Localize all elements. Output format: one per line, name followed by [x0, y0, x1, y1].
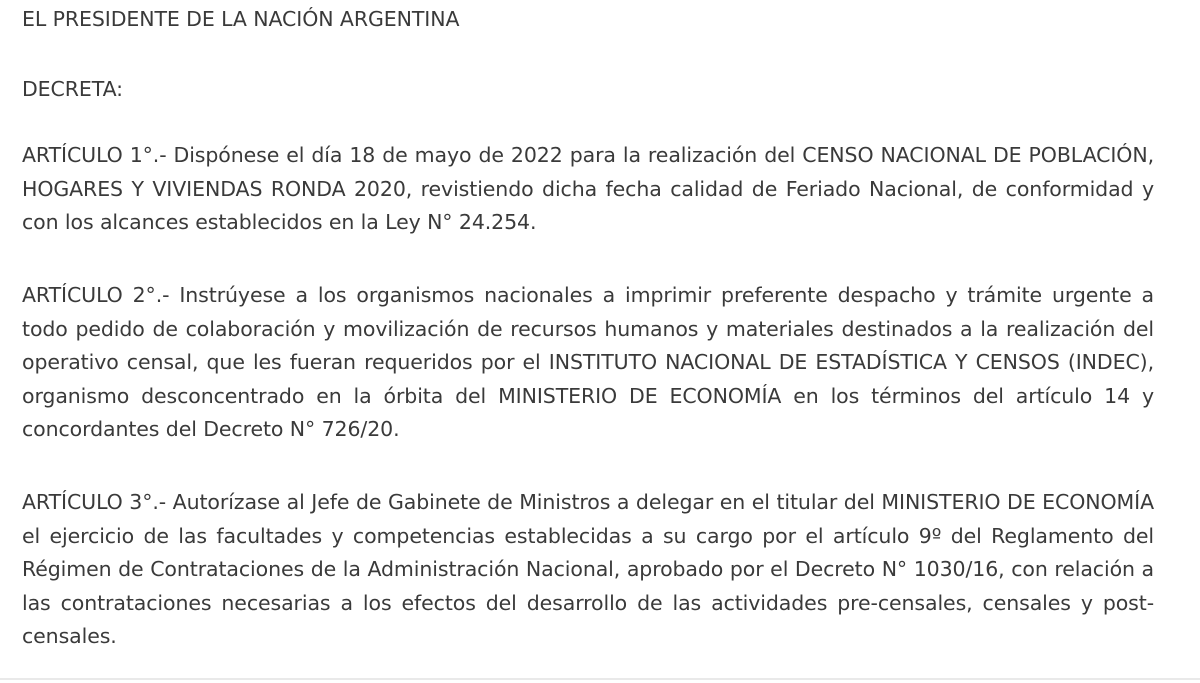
article-1: ARTÍCULO 1°.- Dispónese el día 18 de mayo de 2022 para la realización del CENSO NACIONAL DE POBLACIÓN, HOGARES Y VIVIENDAS RONDA 2020, revistiendo dicha fecha calidad de Feriado Nacional, de conformidad y con los alcances establecidos en la Ley N° 24.254.	[22, 143, 1154, 235]
document-heading: EL PRESIDENTE DE LA NACIÓN ARGENTINA	[22, 7, 460, 31]
bottom-divider	[0, 678, 1200, 680]
decreta-label: DECRETA:	[22, 77, 123, 101]
article-3: ARTÍCULO 3°.- Autorízase al Jefe de Gabinete de Ministros a delegar en el titular del MINISTERIO DE ECONOMÍA el ejercicio de las facultades y competencias establecidas a su cargo por el artículo 9º del Reglamento del Régimen de Contrataciones de la Administración Nacional, aprobado por el Decreto N° 1030/16, con relación a las contrataciones necesarias a los efectos del desarrollo de las actividades pre-censales, censales y post-censales.	[22, 490, 1154, 649]
article-2: ARTÍCULO 2°.- Instrúyese a los organismos nacionales a imprimir preferente despacho y trámite urgente a todo pedido de colaboración y movilización de recursos humanos y materiales destinados a la realización del operativo censal, que les fueran requeridos por el INSTITUTO NACIONAL DE ESTADÍSTICA Y CENSOS (INDEC), organismo desconcentrado en la órbita del MINISTERIO DE ECONOMÍA en los términos del artículo 14 y concordantes del Decreto N° 726/20.	[22, 283, 1154, 442]
